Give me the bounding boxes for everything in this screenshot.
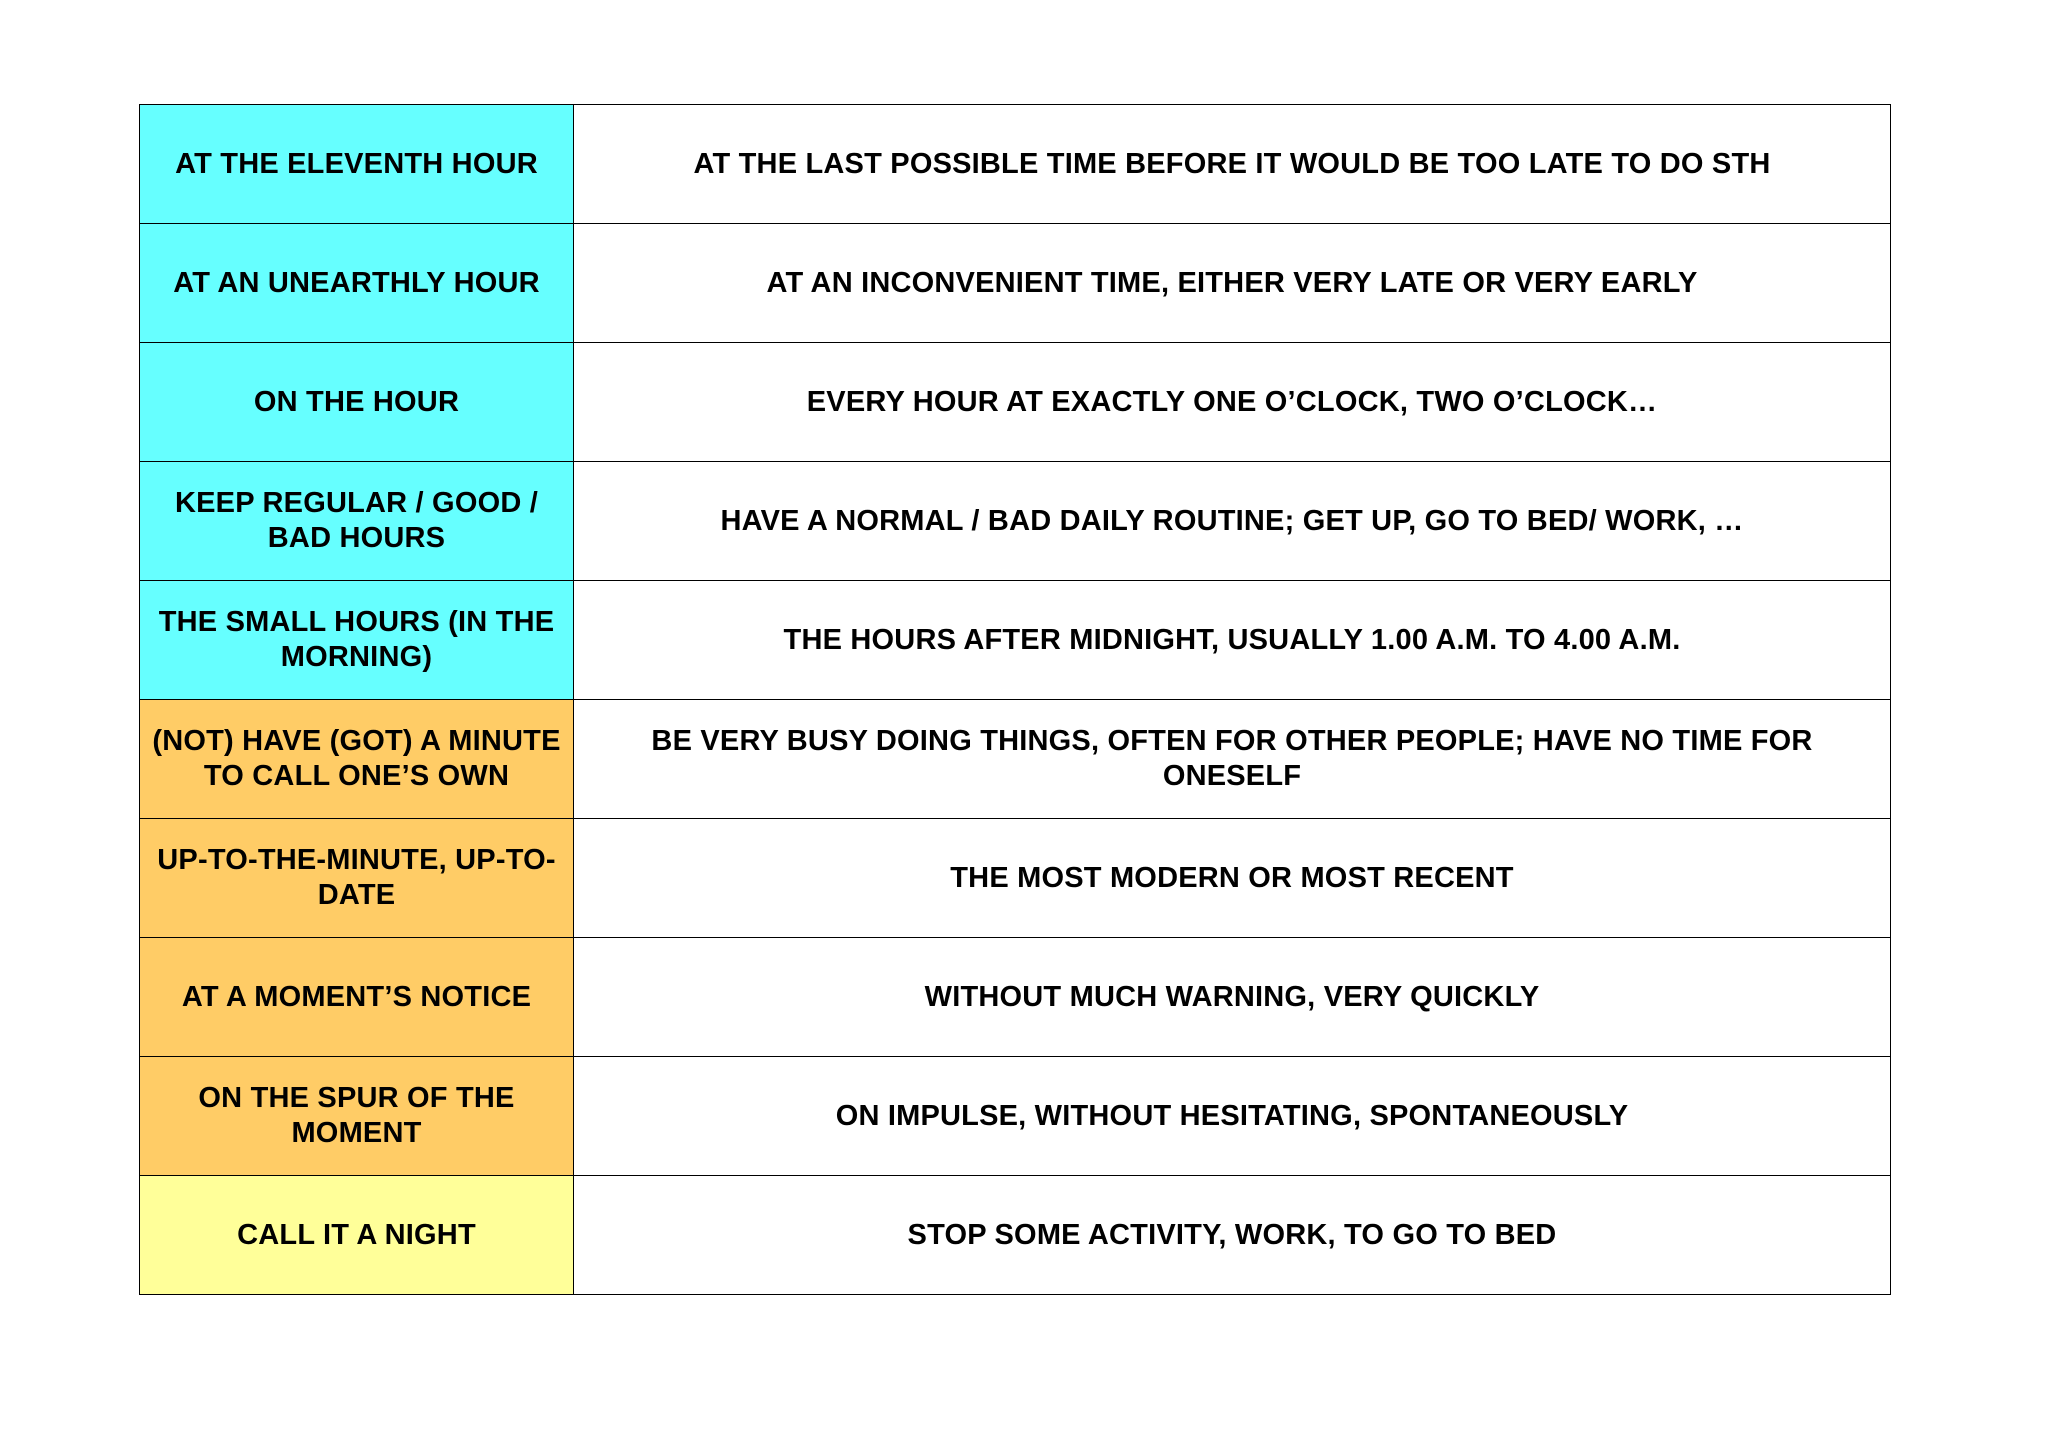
idiom-cell: AT AN UNEARTHLY HOUR xyxy=(140,224,574,343)
meaning-cell: BE VERY BUSY DOING THINGS, OFTEN FOR OTHER PEOPLE; HAVE NO TIME FOR ONESELF xyxy=(574,700,1891,819)
idiom-cell: AT A MOMENT’S NOTICE xyxy=(140,938,574,1057)
idiom-cell: (NOT) HAVE (GOT) A MINUTE TO CALL ONE’S OWN xyxy=(140,700,574,819)
idioms-table xyxy=(139,104,1891,1295)
meaning-cell: THE HOURS AFTER MIDNIGHT, USUALLY 1.00 A.M. TO 4.00 A.M. xyxy=(574,581,1891,700)
table-row xyxy=(140,224,1891,343)
table-row xyxy=(140,581,1891,700)
meaning-cell: STOP SOME ACTIVITY, WORK, TO GO TO BED xyxy=(574,1176,1891,1295)
meaning-cell: THE MOST MODERN OR MOST RECENT xyxy=(574,819,1891,938)
table-row xyxy=(140,105,1891,224)
idiom-cell: ON THE SPUR OF THE MOMENT xyxy=(140,1057,574,1176)
idiom-cell: UP-TO-THE-MINUTE, UP-TO-DATE xyxy=(140,819,574,938)
meaning-cell: HAVE A NORMAL / BAD DAILY ROUTINE; GET UP, GO TO BED/ WORK, … xyxy=(574,462,1891,581)
table-row xyxy=(140,1057,1891,1176)
table-row xyxy=(140,700,1891,819)
meaning-cell: EVERY HOUR AT EXACTLY ONE O’CLOCK, TWO O’CLOCK… xyxy=(574,343,1891,462)
idiom-cell: ON THE HOUR xyxy=(140,343,574,462)
table-row xyxy=(140,1176,1891,1295)
meaning-cell: ON IMPULSE, WITHOUT HESITATING, SPONTANEOUSLY xyxy=(574,1057,1891,1176)
table-row xyxy=(140,343,1891,462)
table-row xyxy=(140,819,1891,938)
meaning-cell: WITHOUT MUCH WARNING, VERY QUICKLY xyxy=(574,938,1891,1057)
idiom-cell: KEEP REGULAR / GOOD / BAD HOURS xyxy=(140,462,574,581)
idiom-cell: CALL IT A NIGHT xyxy=(140,1176,574,1295)
meaning-cell: AT THE LAST POSSIBLE TIME BEFORE IT WOULD BE TOO LATE TO DO STH xyxy=(574,105,1891,224)
idiom-cell: THE SMALL HOURS (IN THE MORNING) xyxy=(140,581,574,700)
table-row xyxy=(140,462,1891,581)
idioms-table-body xyxy=(140,105,1891,1295)
table-row xyxy=(140,938,1891,1057)
idiom-cell: AT THE ELEVENTH HOUR xyxy=(140,105,574,224)
meaning-cell: AT AN INCONVENIENT TIME, EITHER VERY LATE OR VERY EARLY xyxy=(574,224,1891,343)
